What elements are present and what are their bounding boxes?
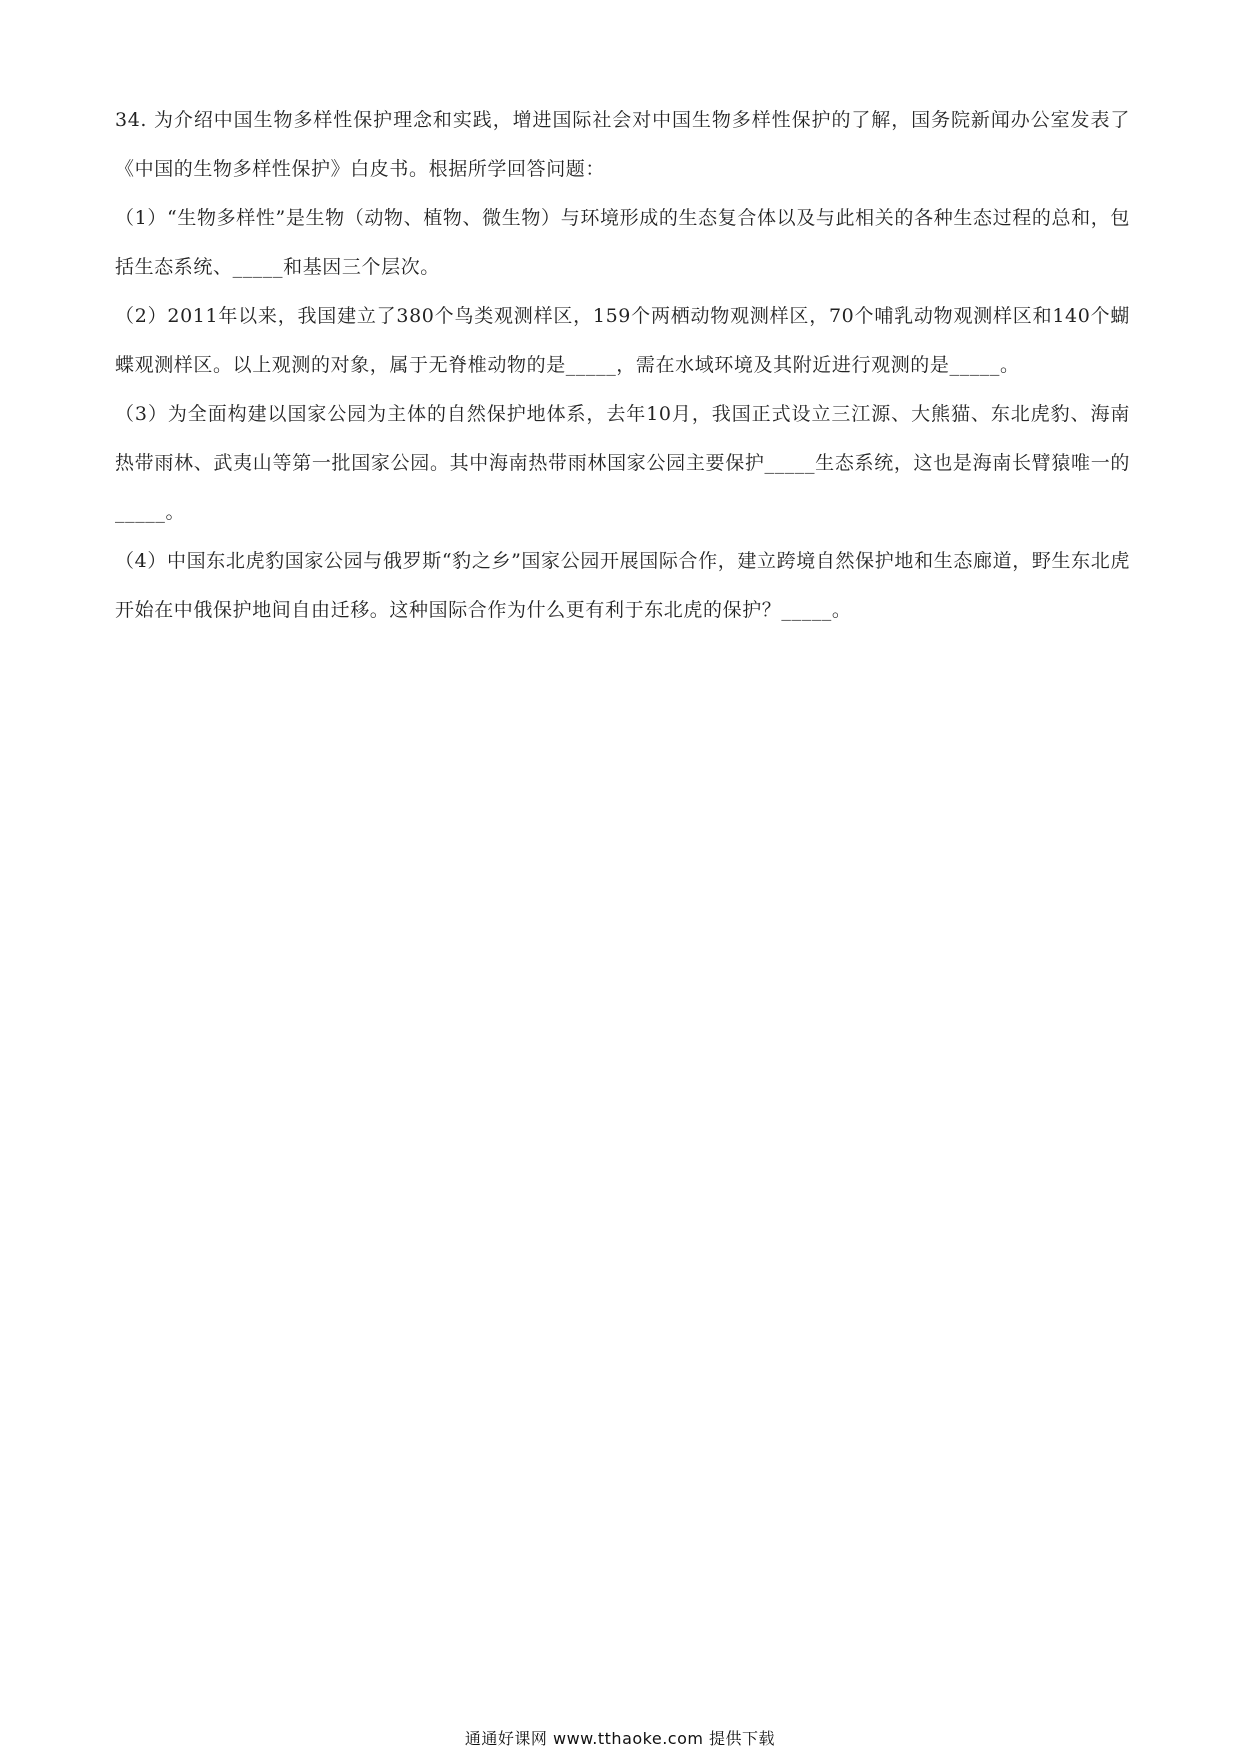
question-part-4: （4）中国东北虎豹国家公园与俄罗斯“豹之乡”国家公园开展国际合作，建立跨境自然保护地和生态廊道，野生东北虎开始在中俄保护地间自由迁移。这种国际合作为什么更有利于东北虎的保护？_____。 <box>115 550 1130 621</box>
question-block <box>115 96 1130 635</box>
question-part-2: （2）2011年以来，我国建立了380个鸟类观测样区，159个两栖动物观测样区，70个哺乳动物观测样区和140个蝴蝶观测样区。以上观测的对象，属于无脊椎动物的是_____，需在水域环境及其附近进行观测的是_____。 <box>115 305 1130 376</box>
question-part-3: （3）为全面构建以国家公园为主体的自然保护地体系，去年10月，我国正式设立三江源、大熊猫、东北虎豹、海南热带雨林、武夷山等第一批国家公园。其中海南热带雨林国家公园主要保护_____生态系统，这也是海南长臂猿唯一的_____。 <box>115 403 1130 523</box>
question-intro: 34. 为介绍中国生物多样性保护理念和实践，增进国际社会对中国生物多样性保护的了解，国务院新闻办公室发表了《中国的生物多样性保护》白皮书。根据所学回答问题： <box>115 109 1130 180</box>
question-part-1: （1）“生物多样性”是生物（动物、植物、微生物）与环境形成的生态复合体以及与此相关的各种生态过程的总和，包括生态系统、_____和基因三个层次。 <box>115 207 1130 278</box>
page-footer: 通通好课网 www.tthaoke.com 提供下载 <box>464 1729 776 1748</box>
